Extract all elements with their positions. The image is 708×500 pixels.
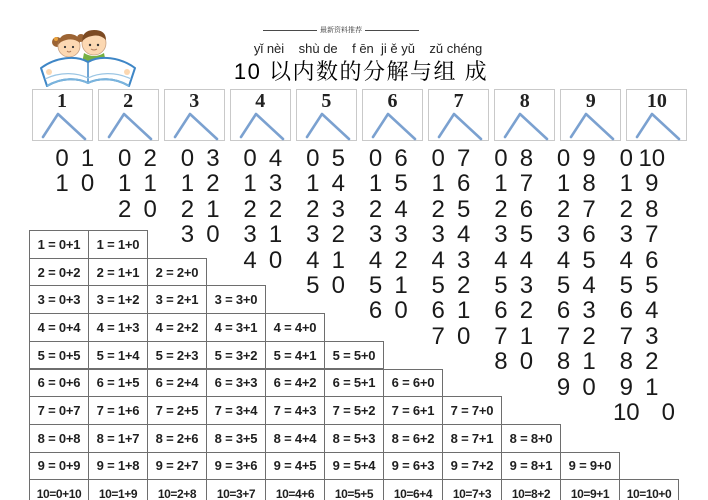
equation-cell: 6 = 1+5	[88, 369, 148, 398]
watermark-line-right	[365, 30, 419, 31]
box-number-label: 8	[519, 90, 530, 112]
digit: 5	[431, 272, 445, 299]
digit: 5	[331, 145, 345, 172]
equation-cell: 7 = 2+5	[147, 396, 207, 425]
equation-cell: 10=1+9	[88, 479, 148, 500]
decomposition-caret-icon	[627, 109, 688, 141]
digit: 4	[306, 246, 320, 274]
digit: 6	[582, 221, 596, 249]
digit: 1	[368, 170, 383, 198]
equation-cell: 3 = 2+1	[147, 285, 207, 314]
digit: 1	[394, 272, 408, 299]
digit: 2	[582, 322, 596, 350]
equation-cell: 8 = 0+8	[29, 424, 89, 453]
digit: 3	[582, 297, 596, 325]
boy-eye-right	[97, 44, 99, 46]
equation-cell: 9 = 6+3	[383, 452, 443, 481]
digit: 2	[206, 170, 220, 198]
equation-cell: 8 = 1+7	[88, 424, 148, 453]
girl-hair-bow	[54, 37, 58, 41]
boy-hand	[124, 69, 130, 75]
digit: 0	[206, 221, 220, 249]
digit: 0	[519, 348, 534, 376]
digit: 0	[55, 145, 69, 172]
equation-cell: 7 = 1+6	[88, 396, 148, 425]
digit: 5	[556, 272, 571, 299]
digit: 0	[661, 399, 675, 426]
equation-cell: 8 = 2+6	[147, 424, 207, 453]
digit: 6	[556, 297, 571, 325]
digit: 3	[619, 221, 633, 249]
digit: 7	[431, 322, 445, 350]
equation-cell: 4 = 2+2	[147, 313, 207, 342]
box-number-label: 10	[646, 90, 667, 112]
digit: 1	[619, 170, 633, 198]
digit: 7	[619, 322, 633, 350]
equation-cell: 9 = 2+7	[147, 452, 207, 481]
digit: 1	[431, 170, 445, 198]
equation-cell: 8 = 7+1	[442, 424, 502, 453]
digit: 3	[268, 170, 283, 198]
equation-cell: 2 = 0+2	[29, 258, 89, 287]
decomposition-caret-icon	[495, 109, 556, 141]
digit: 7	[645, 221, 659, 249]
digit: 7	[519, 170, 534, 198]
digit: 2	[180, 195, 195, 223]
box-number-label: 7	[453, 90, 464, 112]
number-box	[560, 89, 621, 141]
digit: 1	[268, 221, 283, 249]
equation-cell: 9 = 1+8	[88, 452, 148, 481]
watermark-text: 最新资料推荐	[320, 27, 362, 34]
kids-book-svg	[36, 28, 140, 92]
digit: 8	[645, 195, 659, 223]
number-box	[296, 89, 357, 141]
equation-cell: 9 = 5+4	[324, 452, 384, 481]
equation-cell: 10=7+3	[442, 479, 502, 500]
equation-cell: 2 = 2+0	[147, 258, 207, 287]
digit: 2	[368, 195, 383, 223]
watermark-line-left	[263, 30, 317, 31]
equation-cell: 1 = 0+1	[29, 230, 89, 259]
equation-cell: 10=3+7	[206, 479, 266, 500]
digit: 0	[118, 145, 132, 172]
girl-eye-right	[72, 46, 74, 48]
kids-reading-book-illustration	[36, 28, 140, 92]
digit: 3	[556, 221, 571, 249]
equation-cell: 8 = 8+0	[501, 424, 561, 453]
digit: 2	[268, 195, 283, 223]
digit: 0	[306, 145, 320, 172]
equation-cell: 7 = 3+4	[206, 396, 266, 425]
digit: 1	[180, 170, 195, 198]
digit: 6	[457, 170, 471, 198]
equation-cell: 8 = 3+5	[206, 424, 266, 453]
digit: 10	[638, 145, 666, 172]
digit: 2	[331, 221, 345, 249]
title-pinyin: yǐ nèi shù de f ēn ji ě yǔ zǔ chéng	[253, 41, 483, 56]
digit: 1	[80, 145, 95, 172]
digit: 4	[556, 246, 571, 274]
number-box	[230, 89, 291, 141]
digit: 6	[519, 195, 534, 223]
equation-cell: 9 = 0+9	[29, 452, 89, 481]
digit: 1	[519, 322, 534, 350]
equation-cell: 8 = 6+2	[383, 424, 443, 453]
equation-cell: 7 = 7+0	[442, 396, 502, 425]
digit: 3	[331, 195, 345, 223]
decomposition-caret-icon	[429, 109, 490, 141]
equation-cell: 9 = 8+1	[501, 452, 561, 481]
digit: 4	[268, 145, 283, 172]
digit: 8	[619, 348, 633, 376]
box-number-label: 4	[255, 90, 266, 112]
digit: 3	[519, 272, 534, 299]
equation-cell: 5 = 0+5	[29, 341, 89, 370]
number-box	[626, 89, 687, 141]
digit: 0	[331, 272, 345, 299]
number-box	[32, 89, 93, 141]
digit: 4	[368, 246, 383, 274]
digit: 3	[368, 221, 383, 249]
digit: 2	[118, 195, 132, 223]
equation-cell: 8 = 4+4	[265, 424, 325, 453]
equation-cell: 9 = 7+2	[442, 452, 502, 481]
equation-cell: 4 = 4+0	[265, 313, 325, 342]
equation-cell: 5 = 2+3	[147, 341, 207, 370]
digit: 7	[457, 145, 471, 172]
digit: 6	[619, 297, 633, 325]
digit: 0	[582, 373, 596, 401]
digit: 3	[180, 221, 195, 249]
digit: 6	[394, 145, 408, 172]
equation-cell: 10=9+1	[560, 479, 620, 500]
digit: 6	[368, 297, 383, 325]
equation-cell: 5 = 4+1	[265, 341, 325, 370]
digit: 2	[243, 195, 257, 223]
digit: 4	[519, 246, 534, 274]
equation-cell: 9 = 9+0	[560, 452, 620, 481]
digit: 8	[494, 348, 508, 376]
equation-cell: 10=8+2	[501, 479, 561, 500]
digit: 1	[243, 170, 257, 198]
number-box	[98, 89, 159, 141]
digit: 0	[80, 170, 95, 198]
boy-eye-left	[89, 44, 91, 46]
equation-cell: 10=0+10	[29, 479, 89, 500]
digit: 4	[331, 170, 345, 198]
equation-cell: 6 = 5+1	[324, 369, 384, 398]
digit: 5	[368, 272, 383, 299]
digit: 1	[55, 170, 69, 198]
digit: 1	[206, 195, 220, 223]
equation-cell: 1 = 1+0	[88, 230, 148, 259]
digit: 8	[519, 145, 534, 172]
box-number-label: 3	[189, 90, 200, 112]
equation-cell: 10=5+5	[324, 479, 384, 500]
digit: 0	[431, 145, 445, 172]
digit: 5	[519, 221, 534, 249]
decomposition-caret-icon	[33, 109, 94, 141]
equation-cell: 4 = 0+4	[29, 313, 89, 342]
equation-cell: 6 = 4+2	[265, 369, 325, 398]
digit: 4	[645, 297, 659, 325]
number-box	[494, 89, 555, 141]
digit: 1	[143, 170, 157, 198]
digit: 0	[619, 145, 633, 172]
digit: 2	[143, 145, 157, 172]
digit: 2	[519, 297, 534, 325]
equation-cell: 7 = 6+1	[383, 396, 443, 425]
digit: 0	[457, 322, 471, 350]
box-number-label: 2	[123, 90, 134, 112]
digit: 3	[394, 221, 408, 249]
digit: 4	[243, 246, 257, 274]
digit: 6	[494, 297, 508, 325]
digit: 2	[394, 246, 408, 274]
digit: 9	[619, 373, 633, 401]
digit: 7	[556, 322, 571, 350]
decomposition-caret-icon	[165, 109, 226, 141]
digit: 9	[582, 145, 596, 172]
equation-cell: 10=10+0	[619, 479, 679, 500]
digit: 6	[431, 297, 445, 325]
digit: 2	[556, 195, 571, 223]
equation-cell: 3 = 3+0	[206, 285, 266, 314]
digit: 3	[431, 221, 445, 249]
equation-cell: 8 = 5+3	[324, 424, 384, 453]
digit: 3	[206, 145, 220, 172]
decomposition-caret-icon	[561, 109, 622, 141]
digit: 8	[582, 170, 596, 198]
digit: 1	[457, 297, 471, 325]
equation-cell: 5 = 5+0	[324, 341, 384, 370]
equation-cell: 3 = 0+3	[29, 285, 89, 314]
box-number-label: 9	[585, 90, 596, 112]
digit: 4	[494, 246, 508, 274]
digit: 3	[306, 221, 320, 249]
digit: 4	[394, 195, 408, 223]
digit: 1	[556, 170, 571, 198]
digit: 1	[582, 348, 596, 376]
digit: 2	[457, 272, 471, 299]
box-number-label: 5	[321, 90, 332, 112]
digit: 0	[368, 145, 383, 172]
equation-cell: 2 = 1+1	[88, 258, 148, 287]
equation-cell: 6 = 6+0	[383, 369, 443, 398]
digit: 5	[394, 170, 408, 198]
digit: 8	[556, 348, 571, 376]
digit: 7	[494, 322, 508, 350]
equation-cell: 7 = 0+7	[29, 396, 89, 425]
digit: 2	[619, 195, 633, 223]
equation-cell: 9 = 4+5	[265, 452, 325, 481]
digit: 6	[645, 246, 659, 274]
equation-cell: 10=4+6	[265, 479, 325, 500]
digit: 1	[494, 170, 508, 198]
equation-cell: 10=6+4	[383, 479, 443, 500]
number-box	[164, 89, 225, 141]
number-box	[428, 89, 489, 141]
digit: 0	[143, 195, 157, 223]
digit: 0	[494, 145, 508, 172]
digit: 4	[457, 221, 471, 249]
digit: 3	[243, 221, 257, 249]
digit: 5	[582, 246, 596, 274]
digit: 1	[645, 373, 659, 401]
watermark	[263, 27, 419, 34]
digit: 2	[494, 195, 508, 223]
digit: 3	[494, 221, 508, 249]
digit: 3	[645, 322, 659, 350]
decomposition-caret-icon	[99, 109, 160, 141]
equation-cell: 3 = 1+2	[88, 285, 148, 314]
equation-cell: 5 = 1+4	[88, 341, 148, 370]
digit: 5	[645, 272, 659, 299]
digit: 2	[645, 348, 659, 376]
equation-cell: 5 = 3+2	[206, 341, 266, 370]
digit: 1	[306, 170, 320, 198]
digit: 4	[582, 272, 596, 299]
digit: 3	[457, 246, 471, 274]
digit: 5	[494, 272, 508, 299]
page-title: 10 以内数的分解与组 成	[233, 59, 489, 84]
equation-cell: 9 = 3+6	[206, 452, 266, 481]
box-number-label: 6	[387, 90, 398, 112]
digit: 0	[556, 145, 571, 172]
equation-cell: 6 = 2+4	[147, 369, 207, 398]
equation-cell: 4 = 3+1	[206, 313, 266, 342]
digit: 0	[180, 145, 195, 172]
digit: 5	[457, 195, 471, 223]
equation-cell: 7 = 5+2	[324, 396, 384, 425]
digit: 7	[582, 195, 596, 223]
decomposition-caret-icon	[363, 109, 424, 141]
digit: 0	[394, 297, 408, 325]
digit: 2	[306, 195, 320, 223]
girl-eye-left	[64, 46, 66, 48]
digit: 5	[306, 272, 320, 299]
box-number-label: 1	[57, 90, 67, 112]
equation-cell: 10=2+8	[147, 479, 207, 500]
digit: 9	[556, 373, 571, 401]
equation-cell: 7 = 4+3	[265, 396, 325, 425]
digit: 4	[619, 246, 633, 274]
girl-hand	[46, 69, 52, 75]
digit: 5	[619, 272, 633, 299]
digit: 9	[645, 170, 659, 198]
number-box	[362, 89, 423, 141]
digit: 1	[331, 246, 345, 274]
decomposition-caret-icon	[231, 109, 292, 141]
digit: 0	[243, 145, 257, 172]
equation-cell: 6 = 3+3	[206, 369, 266, 398]
digit: 2	[431, 195, 445, 223]
equation-cell: 6 = 0+6	[29, 369, 89, 398]
digit: 10	[612, 399, 640, 426]
decomposition-caret-icon	[297, 109, 358, 141]
equation-cell: 4 = 1+3	[88, 313, 148, 342]
digit: 0	[268, 246, 283, 274]
digit: 4	[431, 246, 445, 274]
digit: 1	[118, 170, 132, 198]
